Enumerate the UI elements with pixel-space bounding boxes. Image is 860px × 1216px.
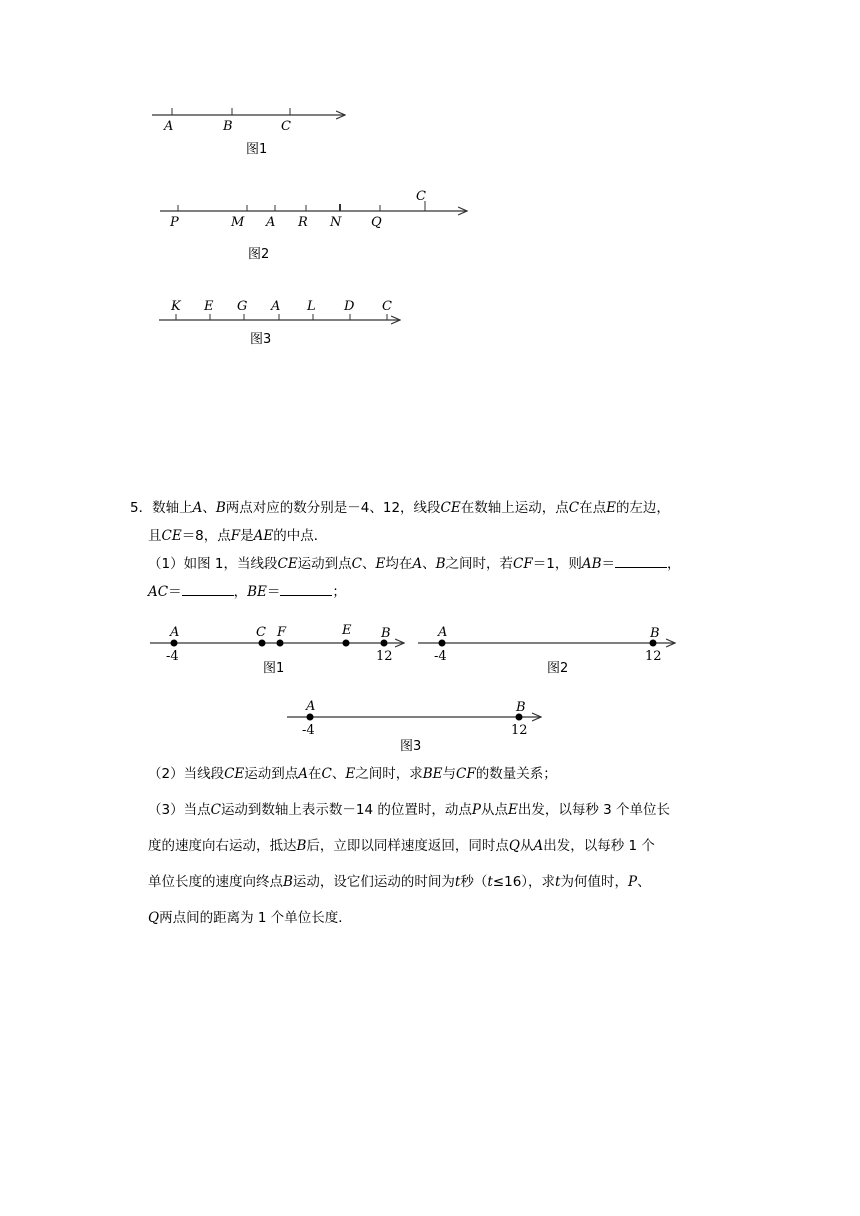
var-E: E xyxy=(508,802,518,818)
var-C: C xyxy=(568,500,580,516)
var-E: E xyxy=(375,556,386,572)
value-A: -4 xyxy=(166,649,179,664)
label-C: C xyxy=(416,189,426,204)
var-B: B xyxy=(296,838,307,854)
text: （1）如图 1，当线段 xyxy=(148,556,278,572)
label-P: P xyxy=(170,215,179,230)
var-BE: BE xyxy=(247,584,267,600)
text: 两点对应的数分别是－4、12，线段 xyxy=(225,500,441,516)
question-2 xyxy=(130,760,740,788)
text: ＝8，点 xyxy=(181,528,231,544)
text: 出发，以每秒 1 个 xyxy=(543,838,655,854)
label-B: B xyxy=(516,700,526,715)
text: 、 xyxy=(202,500,216,516)
text: （2）当线段 xyxy=(148,766,225,782)
point-C xyxy=(259,640,266,647)
text: ＝ xyxy=(601,556,616,572)
var-A: A xyxy=(412,556,423,572)
label-N: N xyxy=(330,215,342,230)
var-C: C xyxy=(351,556,363,572)
label-E: E xyxy=(204,299,214,314)
caption: 图3 xyxy=(250,332,272,347)
question-3-line-3 xyxy=(130,868,740,896)
var-B: B xyxy=(435,556,446,572)
var-CE: CE xyxy=(440,500,461,516)
text: 出发，以每秒 3 个单位长 xyxy=(517,802,671,818)
problem-figure-3 xyxy=(287,699,541,754)
var-CF: CF xyxy=(513,556,533,572)
var-A: A xyxy=(298,766,309,782)
text: 数轴上 xyxy=(152,500,193,516)
text: 的数量关系； xyxy=(475,766,557,782)
var-F: F xyxy=(230,528,241,544)
var-BE: BE xyxy=(422,766,443,782)
label-A: A xyxy=(170,625,180,640)
text: 运动到点 xyxy=(244,766,299,782)
var-Q: Q xyxy=(508,838,520,854)
label-A: A xyxy=(438,625,448,640)
var-AE: AE xyxy=(253,528,274,544)
text: 、 xyxy=(422,556,436,572)
label-A: A xyxy=(266,215,276,230)
text: ， xyxy=(233,584,248,600)
var-A: A xyxy=(533,838,544,854)
label-Q: Q xyxy=(371,215,382,230)
label-B: B xyxy=(650,626,660,641)
text: 单位长度的速度向终点 xyxy=(148,874,283,890)
label-C: C xyxy=(382,299,392,314)
label-A: A xyxy=(306,699,316,714)
var-CE: CE xyxy=(224,766,245,782)
text: 度的速度向右运动，抵达 xyxy=(148,838,297,854)
label-E: E xyxy=(342,623,352,638)
var-Q: Q xyxy=(148,910,160,926)
label-F: F xyxy=(277,625,287,640)
var-t: t xyxy=(555,874,561,890)
var-AB: AB xyxy=(581,556,602,572)
text: 且 xyxy=(148,528,162,544)
text: 是 xyxy=(240,528,254,544)
label-C: C xyxy=(256,625,266,640)
question-1-line-1 xyxy=(130,550,740,578)
problem-figure-2 xyxy=(418,625,675,676)
problem-figure-1 xyxy=(150,623,404,676)
var-C: C xyxy=(321,766,332,782)
label-B: B xyxy=(381,626,391,641)
caption: 图2 xyxy=(547,661,569,676)
label-M: M xyxy=(231,215,245,230)
text: 从点 xyxy=(481,802,509,818)
caption: 图2 xyxy=(248,247,270,262)
point-A xyxy=(439,640,446,647)
text: 的中点． xyxy=(273,528,328,544)
var-E: E xyxy=(606,500,616,516)
answer-blank-AB[interactable] xyxy=(615,553,667,568)
text: 之间时，求 xyxy=(355,766,423,782)
var-CF: CF xyxy=(456,766,476,782)
text: （3）当点 xyxy=(148,802,211,818)
answer-blank-BE[interactable] xyxy=(280,581,332,596)
caption: 图1 xyxy=(246,142,268,157)
text: 两点间的距离为 1 个单位长度． xyxy=(159,910,352,926)
var-A: A xyxy=(192,500,203,516)
caption: 图1 xyxy=(263,661,285,676)
value-B: 12 xyxy=(511,723,528,738)
point-A xyxy=(307,714,314,721)
point-F xyxy=(277,640,284,647)
text: ≤16），求 xyxy=(492,874,556,890)
text: ； xyxy=(332,584,346,600)
text: ， xyxy=(667,556,681,572)
point-A xyxy=(171,640,178,647)
text: 运动，设它们运动的时间为 xyxy=(292,874,455,890)
var-B: B xyxy=(283,874,293,890)
question-1-line-2 xyxy=(130,578,740,606)
var-CE: CE xyxy=(277,556,298,572)
label-B: B xyxy=(223,119,233,134)
text: 之间时，若 xyxy=(445,556,514,572)
text: 运动到数轴上表示数－14 的位置时，动点 xyxy=(220,802,472,818)
var-AC: AC xyxy=(148,584,169,600)
value-B: 12 xyxy=(376,649,393,664)
label-L: L xyxy=(307,299,316,314)
label-A: A xyxy=(164,119,174,134)
label-R: R xyxy=(298,215,308,230)
var-E: E xyxy=(345,766,356,782)
text: 均在 xyxy=(385,556,413,572)
question-3-line-4 xyxy=(130,904,740,932)
label-C: C xyxy=(281,119,291,134)
text: 、 xyxy=(362,556,376,572)
text: ＝1，则 xyxy=(532,556,582,572)
text: 为何值时， xyxy=(560,874,628,890)
var-CE: CE xyxy=(161,528,182,544)
problem-stem-line-1 xyxy=(130,494,740,522)
text: 、 xyxy=(331,766,346,782)
value-A: -4 xyxy=(302,723,315,738)
top-figure-2 xyxy=(160,189,467,262)
var-P: P xyxy=(627,874,638,890)
problem-5-questions xyxy=(130,760,740,932)
text: ＝ xyxy=(168,584,182,600)
problem-stem-line-2 xyxy=(130,522,740,550)
text: 在 xyxy=(308,766,322,782)
problem-5 xyxy=(130,494,740,606)
text: 后，立即以同样速度返回，同时点 xyxy=(306,838,509,854)
point-E xyxy=(343,640,350,647)
text: 与 xyxy=(442,766,457,782)
var-C: C xyxy=(210,802,221,818)
var-t: t xyxy=(487,874,493,890)
text: 从 xyxy=(520,838,534,854)
top-figure-1 xyxy=(152,108,345,157)
var-t: t xyxy=(454,874,461,890)
text: 运动到点 xyxy=(297,556,352,572)
value-B: 12 xyxy=(645,649,662,664)
text: 、 xyxy=(637,874,651,890)
answer-blank-AC[interactable] xyxy=(182,581,234,596)
var-P: P xyxy=(471,802,482,818)
label-D: D xyxy=(344,299,355,314)
label-K: K xyxy=(171,299,181,314)
text: 秒（ xyxy=(460,874,488,890)
label-A: A xyxy=(271,299,281,314)
value-A: -4 xyxy=(434,649,447,664)
caption: 图3 xyxy=(400,739,422,754)
text: 的左边， xyxy=(615,500,670,516)
label-G: G xyxy=(237,299,248,314)
text: ＝ xyxy=(266,584,281,600)
text: 在点 xyxy=(579,500,607,516)
question-3-line-2 xyxy=(130,832,740,860)
var-B: B xyxy=(215,500,226,516)
problem-number: 5． xyxy=(130,500,153,516)
text: 在数轴上运动，点 xyxy=(460,500,569,516)
top-figure-3 xyxy=(159,299,400,347)
question-3-line-1 xyxy=(130,796,740,824)
